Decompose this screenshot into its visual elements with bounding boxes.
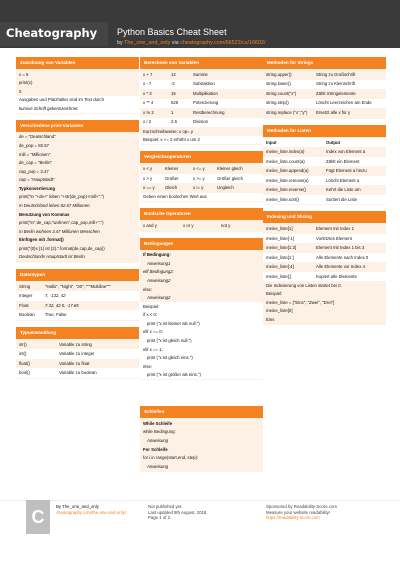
cell-op: x != y	[193, 185, 204, 191]
cell-desc: Ersetzt alle x für y	[316, 109, 351, 115]
cheatography-badge: C	[26, 500, 50, 534]
table-row	[16, 282, 139, 292]
footer-author	[56, 504, 144, 515]
cell-desc: Sortiert die Liste	[326, 196, 358, 202]
code-line: print ("x ist kleiner als null.")	[140, 319, 263, 328]
code-output: 5	[19, 88, 22, 94]
section-datentypen	[16, 269, 139, 321]
cell-desc: String zu Kleinschrift	[316, 81, 356, 87]
cell-expr: x * 3	[143, 90, 152, 96]
cell-example: 7.32, 42.0, -17.65	[45, 302, 79, 308]
table-row	[263, 185, 386, 195]
section-title: Bedingungen	[140, 238, 263, 250]
code-line: print ("x ist größer als eins.")	[140, 371, 263, 380]
table-row	[263, 157, 386, 167]
table-row	[263, 224, 386, 234]
cell-op: x >= y	[193, 175, 205, 181]
section-bedingungen	[140, 238, 263, 381]
section-title: Berechnen von Variablen	[140, 57, 263, 69]
cell-method: meine_liste.count(a)	[266, 158, 305, 164]
cell-desc: Element mit Index 1 bis 3	[316, 245, 365, 251]
section-print	[16, 120, 139, 263]
cell-desc: Fügt Element a hinzu	[326, 168, 367, 174]
table-row	[16, 349, 139, 359]
note-line: Ausgaben und Platzhalter sind im Text durch	[16, 96, 139, 105]
code-line: Anweisung	[147, 463, 169, 469]
cell-desc: Löscht Leerzeichen am Ende	[316, 100, 372, 106]
byline	[117, 40, 266, 47]
cell-method: meine_liste.index(a)	[266, 149, 305, 155]
section-rechnen	[140, 57, 263, 145]
cell-op: x > y	[143, 175, 153, 181]
cell-desc: Summe	[193, 71, 208, 77]
code-line: x = 5	[19, 71, 29, 77]
note-line: kursive Schrift gekennzeichnet.	[16, 104, 139, 113]
cell-example: 7, -132, 42	[45, 293, 66, 299]
code-line: de_cap = "Berlin"	[19, 160, 53, 166]
section-title: Verschiedene print-Varianten	[16, 120, 139, 132]
code-line: de = "Deutschland"	[19, 134, 56, 140]
table-row	[140, 183, 263, 193]
table-row	[263, 195, 386, 205]
table-row	[263, 89, 386, 99]
table-row	[140, 89, 263, 99]
table-row	[263, 147, 386, 157]
cell-type: Integer	[19, 293, 33, 299]
code-line: Anweisung	[147, 438, 169, 444]
cell-result: 12	[171, 71, 176, 77]
note-line: Beispiel: x += 2 erhöht x um 2	[140, 136, 263, 145]
table-row	[16, 291, 139, 301]
note-line: Kurzschreibweise: x op= y	[143, 128, 194, 134]
cell-op: x or y	[183, 223, 194, 229]
note-line: Die Indexierung von Listen startet bei 0.	[266, 282, 342, 288]
code-line: elif x == 0:	[140, 328, 263, 337]
table-row	[263, 99, 386, 109]
section-title: Schleifen	[140, 406, 263, 418]
table-row	[263, 243, 386, 253]
section-listen	[263, 125, 386, 206]
section-typumwandlung	[16, 327, 139, 379]
cell-result: 15	[171, 90, 176, 96]
cell-expr: x - 7	[143, 81, 152, 87]
cell-method: string.lower()	[266, 81, 291, 87]
table-row	[140, 164, 263, 174]
cell-expr: meine_liste[:4]	[266, 264, 294, 270]
cell-method: meine_liste.remove(a)	[266, 177, 309, 183]
code-line: mill = "Millionen"	[19, 151, 51, 157]
code-line: meine_liste[0]	[266, 308, 293, 314]
cell-method: string.count("x")	[266, 90, 297, 96]
section-bool	[140, 208, 263, 232]
code-line: Anweisung1	[147, 260, 171, 266]
cell-expr: meine_liste[1:]	[266, 254, 294, 260]
column-1	[16, 57, 139, 385]
cell-func: float()	[19, 360, 30, 366]
header-bar	[0, 0, 400, 48]
section-title: Typumwandlung	[16, 327, 139, 339]
cell-desc: Kleiner	[165, 166, 179, 172]
code-line: If Bedingung:	[143, 252, 171, 258]
cell-func: bool()	[19, 370, 30, 376]
cell-expr: meine_liste[-1]	[266, 235, 294, 241]
site-logo[interactable]: Cheatography	[6, 26, 98, 40]
cell-expr: x / 2	[143, 119, 152, 125]
cell-expr: meine_liste[1:3]	[266, 245, 297, 251]
section-vergleich	[140, 151, 263, 202]
code-line: print ("x ist gleich null.")	[140, 337, 263, 346]
table-row	[263, 176, 386, 186]
cell-expr: x + 7	[143, 71, 153, 77]
cell-op: x and y	[143, 223, 157, 229]
code-line: for i in range(start,end, step):	[143, 455, 199, 461]
table-row	[263, 234, 386, 244]
column-2	[140, 57, 263, 478]
cell-desc: Variable zu string	[59, 341, 92, 347]
section-title: Zuordnung von Variablen	[16, 57, 139, 69]
cell-desc: Größer	[165, 175, 179, 181]
cell-expr: x ** 4	[143, 100, 154, 106]
cell-method: string.replace ("x","y")	[266, 109, 308, 115]
note-line: Geben einen boolschen Wert aus	[140, 193, 263, 202]
cell-method: string.upper()	[266, 71, 292, 77]
code-line: Anweisung2	[147, 295, 171, 301]
sponsor-line: Sponsored by Readability-Score.com	[266, 504, 337, 509]
code-line: elif x == 1:	[140, 345, 263, 354]
cell-desc: String zu Großschrift	[316, 71, 356, 77]
table-row	[16, 310, 139, 320]
header-input: Input	[266, 139, 277, 145]
cell-method: string.strip()	[266, 100, 289, 106]
table-row	[140, 108, 263, 118]
cell-result: -2	[171, 81, 175, 87]
cell-method: meine_liste.sort()	[266, 196, 299, 202]
cell-type: Float	[19, 302, 29, 308]
table-row	[140, 174, 263, 184]
publish-status: Not published yet.	[148, 504, 183, 509]
footer-author-link[interactable]: cheatography.com/the-one-and-only/	[56, 509, 126, 515]
section-title: Datentypen	[16, 269, 139, 281]
cell-desc: Potenzierung	[193, 100, 219, 106]
table-row	[140, 99, 263, 109]
section-title: Indexing und Slicing	[263, 211, 386, 223]
table-row	[16, 359, 139, 369]
cell-op: x < y	[143, 166, 153, 172]
sheet-url-link[interactable]: cheatography.com/66522/cs/16602/	[180, 40, 266, 46]
code-line: print("In",de_cap,"wohnen",cap_pop,mill+".")	[19, 220, 104, 226]
table-row	[140, 118, 263, 128]
cell-method: meine_liste.reverse()	[266, 187, 307, 193]
table-row	[263, 70, 386, 80]
cell-desc: Variable zu float	[59, 360, 90, 366]
section-indexing	[263, 211, 386, 325]
cell-desc: Variable zu boolean	[59, 370, 97, 376]
table-row	[140, 70, 263, 80]
cell-desc: Variable zu integer	[59, 351, 95, 357]
footer-by: By The_one_and_only	[56, 504, 99, 509]
cell-desc: Ungleich	[217, 185, 234, 191]
code-line: else:	[143, 286, 153, 292]
cell-desc: Größer gleich	[217, 175, 244, 181]
table-row	[263, 108, 386, 118]
code-line: print("In "+de+" leben "+str(de_pop)+mill+".")	[19, 194, 104, 200]
cell-func: int()	[19, 351, 27, 357]
code-line: while Bedingung:	[143, 429, 176, 435]
subheading: Typkonvertierung	[19, 185, 55, 191]
cell-desc: Zählt Stringelemente	[316, 90, 356, 96]
note-line: Beispiel:	[266, 291, 283, 297]
footer-publish-info	[148, 504, 248, 521]
cell-desc: Element mit Index 1	[316, 226, 354, 232]
header-output: Output	[326, 139, 341, 145]
code-line: Beispiel:	[140, 302, 263, 311]
table-header	[263, 138, 386, 148]
section-strings	[263, 57, 386, 119]
code-line: meine_liste = ["Eins", "Zwei", "Drei"]	[266, 299, 335, 305]
subheading: While Schleife	[143, 420, 173, 426]
table-row	[16, 368, 139, 378]
via-text: via	[171, 40, 179, 46]
cell-op: x == y	[143, 185, 155, 191]
cell-method: meine_liste.append(a)	[266, 168, 309, 174]
table-row	[263, 166, 386, 176]
cell-func: str()	[19, 341, 27, 347]
cell-example: "Hallo", "Night", "20", """Multiline"""	[45, 283, 111, 289]
table-row	[263, 262, 386, 272]
code-output: Eins	[266, 316, 275, 322]
subheading: For Schleife	[143, 446, 168, 452]
cell-result: 1	[171, 109, 174, 115]
cell-desc: Alle Elemente nach Index 0	[316, 254, 369, 260]
cell-expr: x % 2	[143, 109, 154, 115]
cell-desc: Multiplikation	[193, 90, 218, 96]
cell-op: not y	[221, 223, 231, 229]
code-line: print("{0}s {1} ist {2}.".format(de,cap,de_cap))	[19, 245, 105, 251]
cell-op: x <= y	[193, 166, 205, 172]
section-title: Methoden für Strings	[263, 57, 386, 69]
cell-desc: Zählt ein Element	[326, 158, 360, 164]
cell-type: Boolean	[19, 312, 35, 318]
column-3	[263, 57, 386, 331]
cell-result: 2.5	[171, 119, 177, 125]
by-prefix: by	[117, 40, 123, 46]
sponsor-tagline: Measure your website readability!	[266, 509, 331, 515]
cell-desc: Division	[193, 119, 209, 125]
author-link[interactable]: The_one_and_only	[124, 40, 171, 46]
last-updated: Last updated 9th August, 2018.	[148, 509, 208, 515]
section-zuordnung	[16, 57, 139, 114]
cell-desc: Restberechnung	[193, 109, 225, 115]
section-schleifen	[140, 406, 263, 471]
subheading: Einfügen mit .format()	[19, 237, 64, 243]
cell-desc: Kehrt die Liste um	[326, 187, 361, 193]
cell-desc: Löscht Element a	[326, 177, 360, 183]
table-row	[140, 80, 263, 90]
cell-example: True, False	[45, 312, 67, 318]
table-row	[16, 340, 139, 350]
page-number: Page 1 of 2.	[148, 515, 172, 521]
cell-desc: Subtraktion	[193, 81, 215, 87]
cell-desc: Gleich	[165, 185, 178, 191]
code-line: cap = "Hauptstadt"	[19, 177, 55, 183]
code-output: Deutschlands Hauptstadt ist Berlin.	[19, 254, 86, 260]
code-line: print(x)	[19, 80, 33, 86]
subheading: Benutzung von Kommas	[19, 211, 70, 217]
table-row	[16, 301, 139, 311]
footer-sponsor	[266, 504, 386, 521]
table-row	[263, 253, 386, 263]
cell-desc: Kopiert alle Elemente	[316, 273, 357, 279]
code-line: print ("x ist gleich eins.")	[140, 354, 263, 363]
cell-result: 625	[171, 100, 179, 106]
code-output: In Deutschland leben 82.67 Millionen.	[19, 203, 91, 209]
section-title: Boolsche Operatoren	[140, 208, 263, 220]
cell-desc: Vorletztes Element	[316, 235, 352, 241]
code-line: else:	[140, 362, 263, 371]
code-line: de_pop = 82.67	[19, 142, 49, 148]
page-title: Python Basics Cheat Sheet	[117, 27, 227, 37]
cell-expr: meine_liste[:]	[266, 273, 292, 279]
section-title: Methoden für Listen	[263, 125, 386, 137]
cell-expr: meine_liste[1]	[266, 226, 293, 232]
table-row	[263, 80, 386, 90]
sponsor-link[interactable]: https://readability-score.com	[266, 515, 320, 521]
cell-type: String	[19, 283, 31, 289]
section-title: Vergleichsoperatoren	[140, 151, 263, 163]
code-line: if x < 0:	[140, 311, 263, 320]
table-row	[140, 221, 263, 231]
code-line: Anweisung2	[147, 277, 171, 283]
code-output: In Berlin wohnen 3.47 Millionen Menschen	[19, 228, 100, 234]
cell-desc: Index von Element a	[326, 149, 366, 155]
cell-desc: Alle Elemente vor Index 4	[316, 264, 365, 270]
code-line: elif Bedingung2:	[143, 269, 174, 275]
table-row	[263, 272, 386, 282]
cell-desc: Kleiner gleich	[217, 166, 243, 172]
code-line: cap_pop = 3.47	[19, 168, 49, 174]
